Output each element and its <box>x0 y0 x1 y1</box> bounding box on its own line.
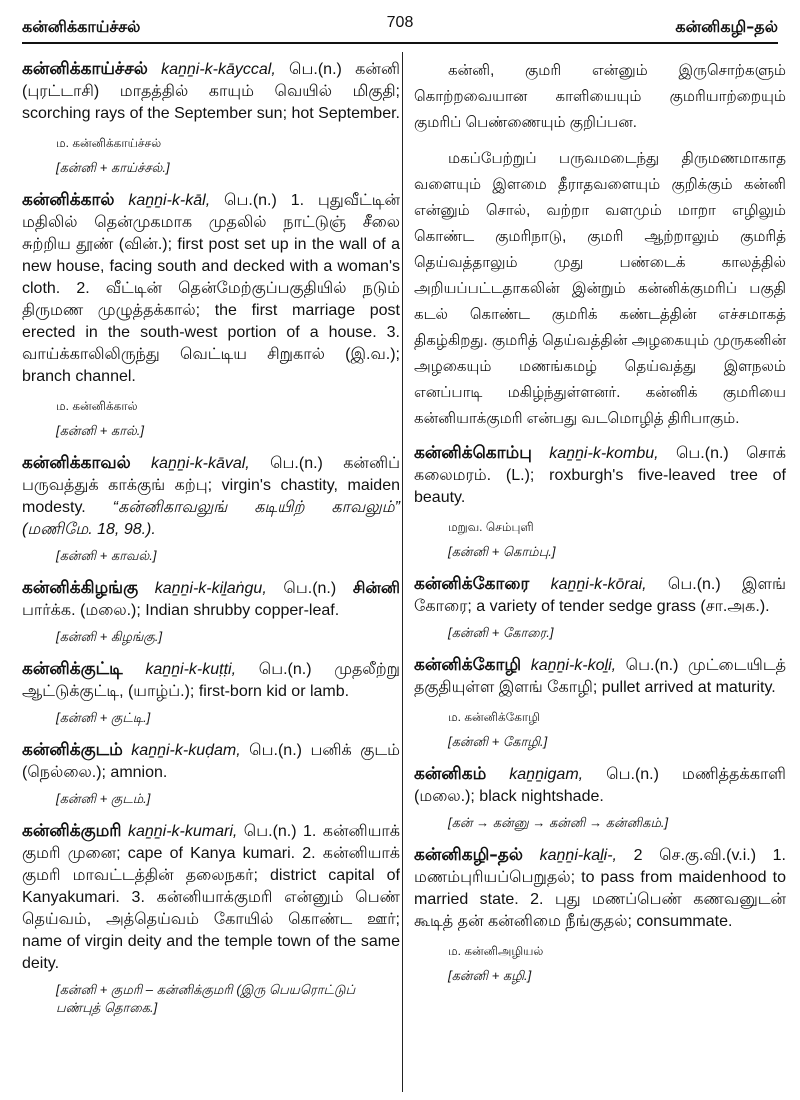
definition-continued: பார்க்க. (மலை.); Indian shrubby copper-leaf. <box>22 602 340 619</box>
headword: கன்னிக்கோரை <box>414 574 530 594</box>
right-guide-word: கன்னிகழி–தல் <box>675 17 778 36</box>
dictionary-entry <box>22 658 400 727</box>
column-divider <box>402 52 403 1092</box>
etymology: [கன்னி + கால்.] <box>56 423 145 438</box>
page-number: 708 <box>386 14 414 31</box>
definition: பெ.(n.) முட்டையிடத் தகுதியுள்ள இளங் கோழி; pullet arrived at maturity. <box>414 657 786 696</box>
definition: பெ.(n.) கன்னி (புரட்டாசி) மாதத்தில் காயும் வெயில் மிகுதி; scorching rays of the September sun; hot September. <box>22 61 400 122</box>
dictionary-entry <box>22 820 400 1017</box>
dictionary-entry <box>22 452 400 565</box>
headword: கன்னிக்கோழி <box>414 655 522 675</box>
transliteration: kaṉṉi-k-kombu, <box>549 445 659 462</box>
headword: கன்னிக்குட்டி <box>22 659 123 679</box>
etymology: [கன்னி + கொம்பு.] <box>448 544 556 559</box>
definition: 2 செ.கு.வி.(v.i.) 1. மணம்புரியப்பெறுதல்; to pass from maidenhood to married state. 2. புது மணப்பெண் கணவனுடன் கூடித் தன் கன்னிமை நீங்குதல்; consummate. <box>414 847 786 930</box>
paragraph: கன்னி, குமரி என்னும் இருசொற்களும் கொற்றவையான காளியையும் குமரியாற்றையும் குமரிப் பெண்ணையும் குறிப்பன. <box>414 62 786 131</box>
citation-quote: “கன்னிகாவலுங் கடியிற் காவலும்” (மணிமே. 18, 98.). <box>22 499 400 538</box>
cognate: ம. கன்னிக்கோழி <box>448 710 540 724</box>
transliteration: kaṉṉi-k-kāl, <box>128 192 211 209</box>
cognate: ம. கன்னிஅழியல் <box>448 944 544 958</box>
transliteration: kaṉṉi-k-kuḍam, <box>131 742 241 759</box>
headword: கன்னிக்குமரி <box>22 821 122 841</box>
etymology: [கன்னி + கழி.] <box>448 968 532 983</box>
cognate: ம. கன்னிக்கால் <box>56 399 138 413</box>
dictionary-entry <box>414 442 786 561</box>
cross-reference: சின்னி <box>352 580 400 597</box>
etymology: [கன்னி + காய்ச்சல்.] <box>56 160 170 175</box>
headword: கன்னிக்குடம் <box>22 740 123 760</box>
etymology: [கன் → கன்னு → கன்னி → கன்னிகம்.] <box>448 815 669 830</box>
transliteration: kaṉṉi-kaḻi-, <box>539 847 617 864</box>
dictionary-entry <box>22 577 400 646</box>
etymology: [கன்னி + குட்டி.] <box>56 710 151 725</box>
dictionary-entry <box>414 573 786 642</box>
etymology: [கன்னி + கிழங்கு.] <box>56 629 163 644</box>
headword: கன்னிகழி–தல் <box>414 845 523 865</box>
definition: பெ.(n.) பனிக் குடம் (நெல்லை.); amnion. <box>22 742 400 781</box>
headword: கன்னிகம் <box>414 764 487 784</box>
definition: பெ.(n.) முதலீற்று ஆட்டுக்குட்டி, (யாழ்ப்.); first-born kid or lamb. <box>22 661 400 700</box>
transliteration: kaṉṉi-k-kōrai, <box>550 576 647 593</box>
etymology: [கன்னி + கோரை.] <box>448 625 554 640</box>
headword: கன்னிக்கிழங்கு <box>22 578 139 598</box>
left-column <box>22 58 400 1029</box>
headword: கன்னிக்கால் <box>22 190 115 210</box>
definition: பெ.(n.) <box>266 580 353 597</box>
transliteration: kaṉṉi-k-kāval, <box>151 455 250 472</box>
dictionary-entry <box>22 739 400 808</box>
dictionary-entry <box>22 189 400 440</box>
paragraph: மகப்பேற்றுப் பருவமடைந்து திருமணமாகாத வளையும் இளமை தீராதவளையும் குறிக்கும் கன்னி என்னும் சொல், வற்றா வளமும் மாறா எழிலும் கொண்ட குமரிநாடு, குமரி ஆற்றாலும் குமரித் தெய்வத்தாலும் முது பண்டைக் காலத்தில் அறியப்பட்டதாகலின் இன்றும் கன்னிக்குமரிப் பகுதி கடல் கொண்ட குமரிக் கண்டத்தின் எச்சமாகத் திகழ்கிறது. குமரித் தெய்வத்தின் அழகையும் முருகனின் அழகையும் மணங்கமழ் தெய்வத்து இளநலம் எனப்பாடி மகிழ்ந்துள்ளனர். கன்னிக் குமரியை கன்னியாக்குமரி என்பது வடமொழித் திரிபாகும். <box>414 150 786 427</box>
etymology: [கன்னி + காவல்.] <box>56 548 157 563</box>
right-column <box>414 58 786 997</box>
headword: கன்னிக்காவல் <box>22 453 131 473</box>
cognate: மறுவ. செம்புளி <box>448 520 534 534</box>
etymology: [கன்னி + கோழி.] <box>448 734 548 749</box>
headword: கன்னிக்கொம்பு <box>414 443 532 463</box>
transliteration: kaṉṉi-k-kumari, <box>127 823 238 840</box>
page-header <box>22 12 778 44</box>
definition: பெ.(n.) இளங் கோரை; a variety of tender sedge grass (சா.அக.). <box>414 576 786 615</box>
dictionary-entry <box>414 763 786 832</box>
definition: பெ.(n.) 1. புதுவீட்டின் மதிலில் தென்முகமாக முதலில் நாட்டுஞ் சீலை சுற்றிய தூண் (வின்.); first post set up in the wall of a new house, facing south and decked with a woman's cloth. 2. வீட்டின் தென்மேற்குப்பகுதியில் நடும் திருமண முழுத்தக்கால்; the first marriage post erected in the south-west portion of a house. 3. வாய்க்காலிலிருந்து வெட்டிய சிறுகால் (இ.வ.); branch channel. <box>22 192 401 385</box>
etymology: [கன்னி + குடம்.] <box>56 791 151 806</box>
cognate: ம. கன்னிக்காய்ச்சல் <box>56 136 162 150</box>
dictionary-entry <box>414 844 786 985</box>
left-guide-word: கன்னிக்காய்ச்சல் <box>22 17 141 36</box>
transliteration: kaṉṉi-k-koḻi, <box>530 657 617 674</box>
transliteration: kaṉṉigam, <box>509 766 584 783</box>
transliteration: kaṉṉi-k-kiḻaṅgu, <box>154 580 267 597</box>
definition: பெ.(n.) மணித்தக்காளி (மலை.); black nightshade. <box>414 766 786 805</box>
definition: பெ.(n.) கன்னிப் பருவத்துக் காக்குங் கற்பு; virgin's chastity, maiden modesty. <box>22 455 400 516</box>
dictionary-entry <box>22 58 400 177</box>
headword: கன்னிக்காய்ச்சல் <box>22 59 148 79</box>
transliteration: kaṉṉi-k-kāyccal, <box>161 61 276 78</box>
etymology: [கன்னி + குமரி – கன்னிக்குமரி (இரு பெயரொட்டுப் பண்புத் தொகை.] <box>56 982 356 1015</box>
dictionary-entry <box>414 654 786 751</box>
definition: பெ.(n.) 1. கன்னியாக் குமரி முனை; cape of Kanya kumari. 2. கன்னியாக் குமரி மாவட்டத்தின் தலைநகர்; district capital of Kanyakumari. 3. கன்னியாக்குமரி என்னும் பெண் தெய்வம், அத்தெய்வம் கோயில் கொண்ட ஊர்; name of virgin deity and the temple town of the same deity. <box>22 823 400 972</box>
transliteration: kaṉṉi-k-kuṭṭi, <box>145 661 237 678</box>
definition: பெ.(n.) சொக் கலைமரம். (L.); roxburgh's five-leaved tree of beauty. <box>414 445 786 506</box>
